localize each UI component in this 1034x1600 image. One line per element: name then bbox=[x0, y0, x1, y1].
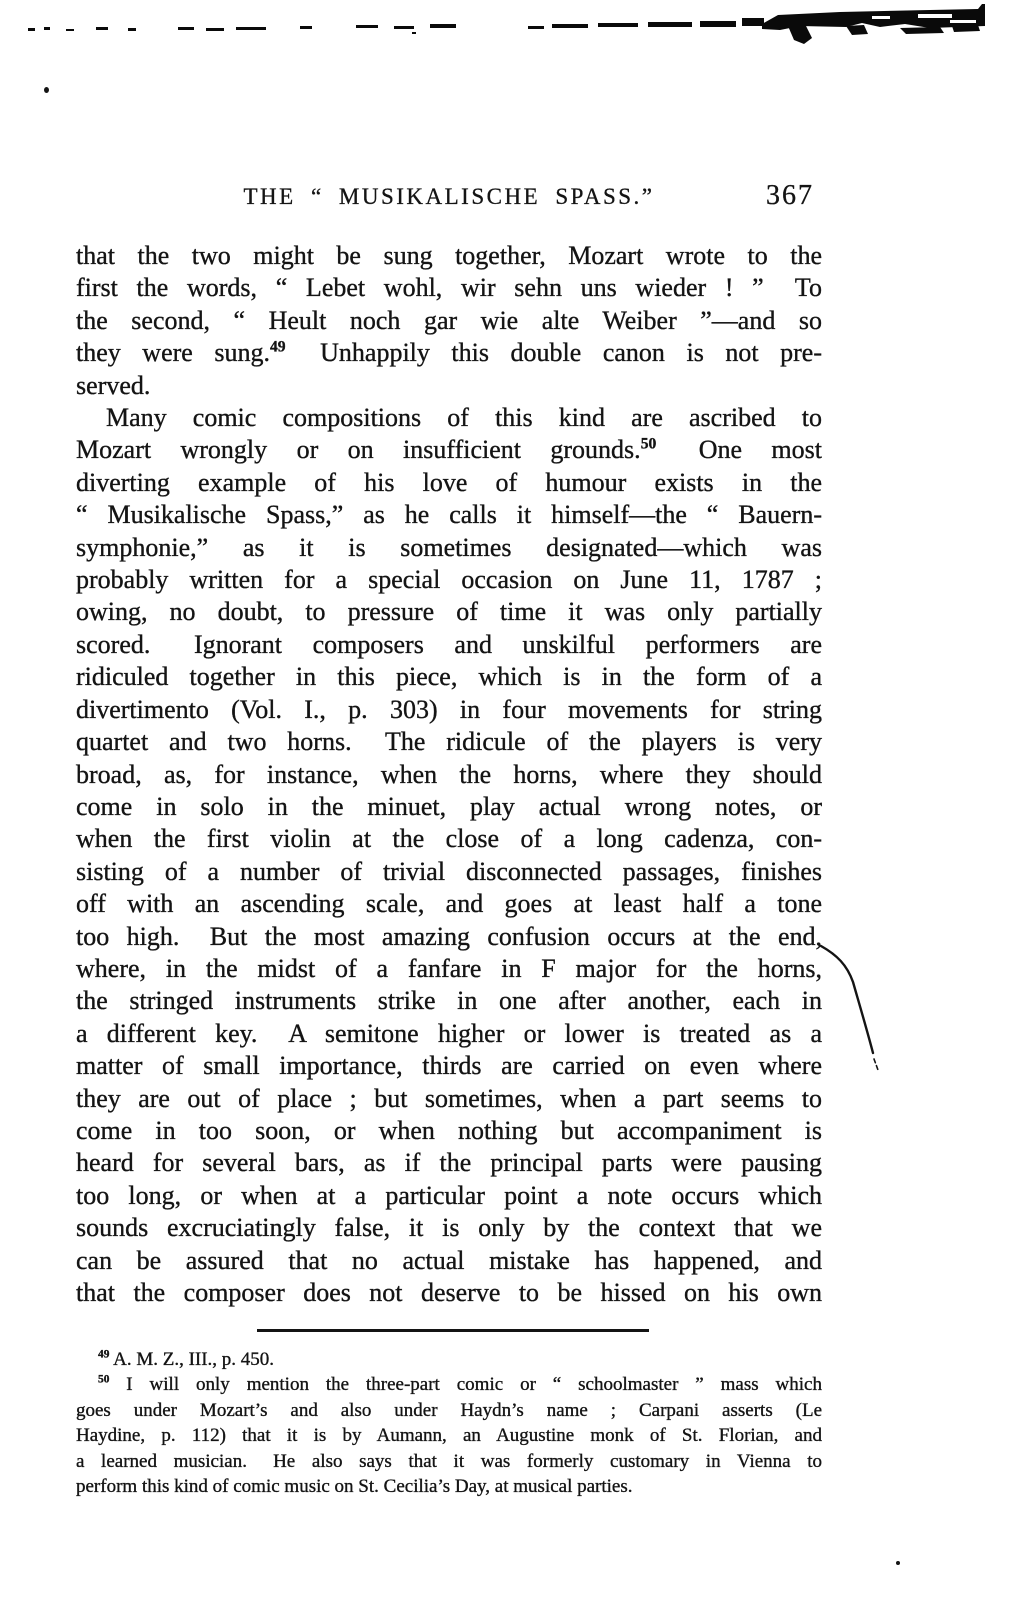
footnote-separator bbox=[257, 1329, 649, 1332]
body-text bbox=[76, 240, 822, 1309]
text-line: they are out of place ; but sometimes, when a part seems to bbox=[76, 1083, 822, 1113]
text-line: quartet and two horns. The ridicule of the players is very bbox=[76, 727, 822, 757]
scan-artifact-top-edge bbox=[0, 0, 1034, 60]
text-line: diverting example of his love of humour exists in the bbox=[76, 467, 822, 497]
text-line: the second, “ Heult noch gar wie alte Weiber ”—and so bbox=[76, 305, 822, 335]
text-line: off with an ascending scale, and goes at least half a tone bbox=[76, 889, 822, 919]
text-line: a different key. A semitone higher or lower is treated as a bbox=[76, 1018, 822, 1048]
text-line: sounds excruciatingly false, it is only by the context that we bbox=[76, 1213, 822, 1243]
text-line: owing, no doubt, to pressure of time it was only partially bbox=[76, 597, 822, 627]
text-line: can be assured that no actual mistake has happened, and bbox=[76, 1245, 822, 1275]
running-head: THE “ MUSIKALISCHE SPASS.” bbox=[243, 184, 655, 209]
text-line: perform this kind of comic music on St. Cecilia’s Day, at musical parties. bbox=[76, 1476, 633, 1498]
text-line: the stringed instruments strike in one after another, each in bbox=[76, 986, 822, 1016]
text-line: where, in the midst of a fanfare in F major for the horns, bbox=[76, 953, 822, 983]
text-line: when the first violin at the close of a long cadenza, con- bbox=[76, 824, 822, 854]
text-line: that the two might be sung together, Mozart wrote to the bbox=[76, 241, 822, 270]
text-line: come in too soon, or when nothing but accompaniment is bbox=[76, 1115, 822, 1145]
text-line: divertimento (Vol. I., p. 303) in four movements for string bbox=[76, 694, 822, 724]
ink-speck bbox=[44, 87, 49, 93]
text-line: heard for several bars, as if the principal parts were pausing bbox=[76, 1148, 822, 1178]
text-line: first the words, “ Lebet wohl, wir sehn uns wieder ! ” To bbox=[76, 273, 822, 303]
text-line: symphonie,” as it is sometimes designated—which was bbox=[76, 532, 822, 562]
text-line: probably written for a special occasion on June 11, 1787 ; bbox=[76, 565, 822, 595]
ink-speck bbox=[896, 1561, 900, 1565]
text-line: $^{50}$ I will only mention the three-part comic or “ schoolmaster ” mass which bbox=[98, 1374, 822, 1396]
text-line: ridiculed together in this piece, which is in the form of a bbox=[76, 662, 822, 692]
page-number: 367 bbox=[766, 180, 814, 211]
text-line: too long, or when at a particular point a note occurs which bbox=[76, 1180, 822, 1210]
text-line: Haydine, p. 112) that it is by Aumann, an Augustine monk of St. Florian, and bbox=[76, 1425, 822, 1447]
text-line: served. bbox=[76, 370, 151, 400]
text-line: too high. But the most amazing confusion occurs at the end, bbox=[76, 921, 822, 951]
text-line: $^{49}$ A. M. Z., III., p. 450. bbox=[98, 1348, 275, 1370]
text-line: a learned musician. He also says that it was formerly customary in Vienna to bbox=[76, 1450, 822, 1472]
text-line: Many comic compositions of this kind are ascribed to bbox=[106, 403, 822, 433]
text-line: they were sung.$^{49}$ Unhappily this double canon is not pre- bbox=[76, 338, 822, 368]
text-line: “ Musikalische Spass,” as he calls it himself—the “ Bauern- bbox=[76, 500, 822, 530]
text-line: Mozart wrongly or on insufficient grounds.$^{50}$ One most bbox=[76, 435, 822, 465]
footnotes bbox=[76, 1347, 822, 1499]
text-line: that the composer does not deserve to be hissed on his own bbox=[76, 1278, 822, 1307]
text-line: scored. Ignorant composers and unskilful performers are bbox=[76, 629, 822, 659]
pen-mark bbox=[813, 935, 893, 1085]
text-line: sisting of a number of trivial disconnected passages, finishes bbox=[76, 856, 822, 886]
text-line: broad, as, for instance, when the horns, where they should bbox=[76, 759, 822, 789]
text-line: goes under Mozart’s and also under Haydn’s name ; Carpani asserts (Le bbox=[76, 1399, 822, 1421]
text-line: come in solo in the minuet, play actual wrong notes, or bbox=[76, 791, 822, 821]
text-line: matter of small importance, thirds are carried on even where bbox=[76, 1051, 822, 1081]
